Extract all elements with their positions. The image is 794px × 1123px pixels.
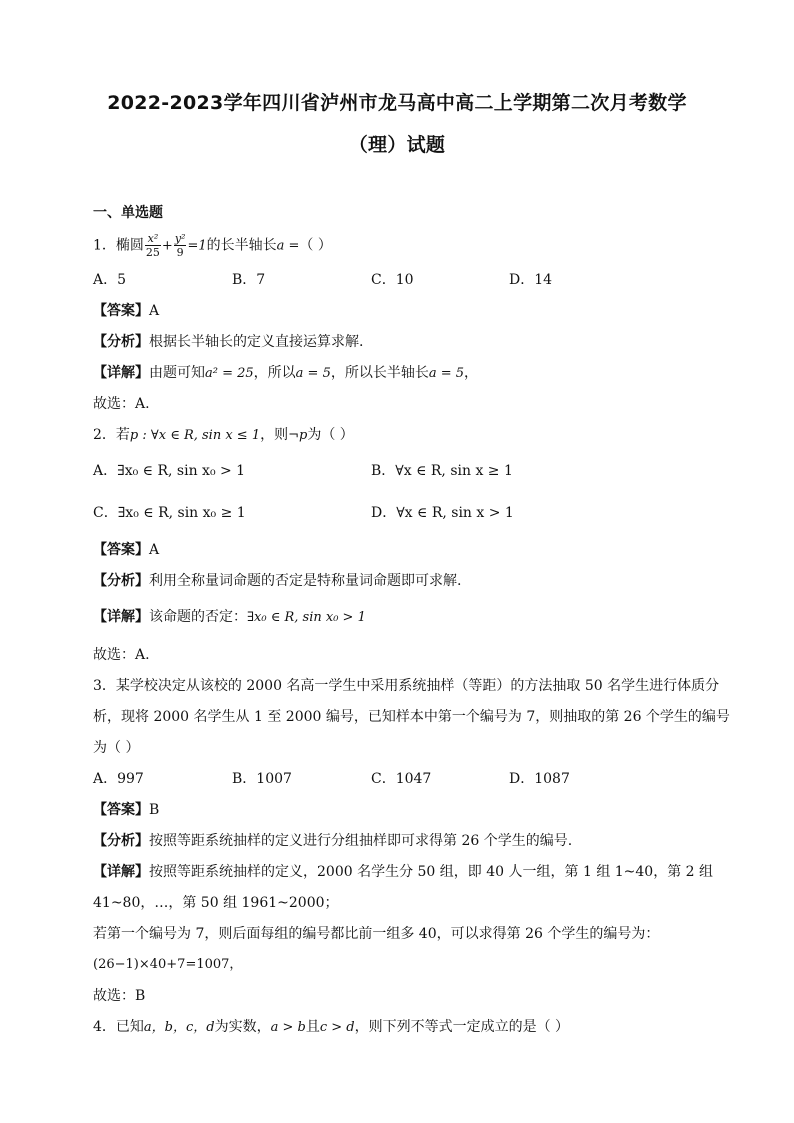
page-title-line1: 2022-2023学年四川省泸州市龙马高中高二上学期第二次月考数学: [107, 92, 687, 114]
question-3-stem-line2: 析，现将 2000 名学生从 1 至 2000 编号，已知样本中第一个编号为 7，则抽取的第 26 个学生的编号: [93, 709, 730, 725]
question-4-stem: 4．已知a，b，c，d为实数，a > b且c > d，则下列不等式一定成立的是（ ）: [93, 1019, 570, 1035]
q1-option-a: A．5: [93, 272, 127, 288]
q3-conclusion: 故选：B: [93, 988, 146, 1004]
section-heading: 一、单选题: [93, 205, 163, 221]
page-title-line2: （理）试题: [348, 134, 446, 156]
q3-option-c: C．1047: [371, 771, 432, 787]
question-3-stem-line1: 3．某学校决定从该校的 2000 名高一学生中采用系统抽样（等距）的方法抽取 50 名学生进行体质分: [93, 678, 720, 694]
q3-option-d: D．1087: [509, 771, 570, 787]
q2-option-b: B．∀x ∈ R, sin x ≥ 1: [371, 463, 513, 479]
q2-option-c: C．∃x₀ ∈ R, sin x₀ ≥ 1: [93, 505, 246, 521]
q1-answer: 【答案】A: [93, 303, 160, 319]
q1-fraction-y: $\frac{\text{y²}}{9}$: [174, 232, 186, 259]
q3-detail-line3: 若第一个编号为 7，则后面每组的编号都比前一组多 40，可以求得第 26 个学生的编号为：: [93, 926, 660, 942]
q2-detail: 【详解】该命题的否定：∃x₀ ∈ R, sin x₀ > 1: [93, 609, 366, 625]
q1-detail: 【详解】由题可知a² = 25，所以a = 5，所以长半轴长a = 5，: [93, 365, 479, 381]
q3-detail-line2: 41~80，…，第 50 组 1961~2000；: [93, 895, 339, 911]
q2-answer: 【答案】A: [93, 542, 160, 558]
question-2-stem: 2．若p : ∀x ∈ R, sin x ≤ 1，则¬p为（ ）: [93, 427, 354, 443]
q1-fraction-x: $\frac{\text{x²}}{25}$: [145, 232, 160, 259]
q1-analysis: 【分析】根据长半轴长的定义直接运算求解.: [93, 334, 364, 350]
question-1-stem: 1．椭圆 $\frac{\text{x²}}{25}$ + $\frac{\text{y²}}{9}$ =1的长半轴长a =（ ）: [93, 232, 332, 259]
q1-prefix: 1．椭圆: [93, 237, 144, 254]
q3-option-a: A．997: [93, 771, 144, 787]
q3-analysis: 【分析】按照等距系统抽样的定义进行分组抽样即可求得第 26 个学生的编号.: [93, 833, 573, 849]
q3-answer: 【答案】B: [93, 802, 160, 818]
q2-conclusion: 故选：A.: [93, 647, 150, 663]
q2-analysis: 【分析】利用全称量词命题的否定是特称量词命题即可求解.: [93, 573, 462, 589]
q2-option-d: D．∀x ∈ R, sin x > 1: [371, 505, 514, 521]
q1-conclusion: 故选：A.: [93, 396, 150, 412]
question-3-stem-line3: 为（ ）: [93, 740, 140, 756]
q3-option-b: B．1007: [232, 771, 292, 787]
q2-option-a: A．∃x₀ ∈ R, sin x₀ > 1: [93, 463, 246, 479]
q3-detail-line4: (26−1)×40+7=1007，: [93, 957, 243, 972]
q3-detail-line1: 【详解】按照等距系统抽样的定义，2000 名学生分 50 组，即 40 人一组，第 1 组 1~40，第 2 组: [93, 864, 714, 880]
q1-option-c: C．10: [371, 272, 414, 288]
q1-option-d: D．14: [509, 272, 553, 288]
q1-option-b: B．7: [232, 272, 266, 288]
